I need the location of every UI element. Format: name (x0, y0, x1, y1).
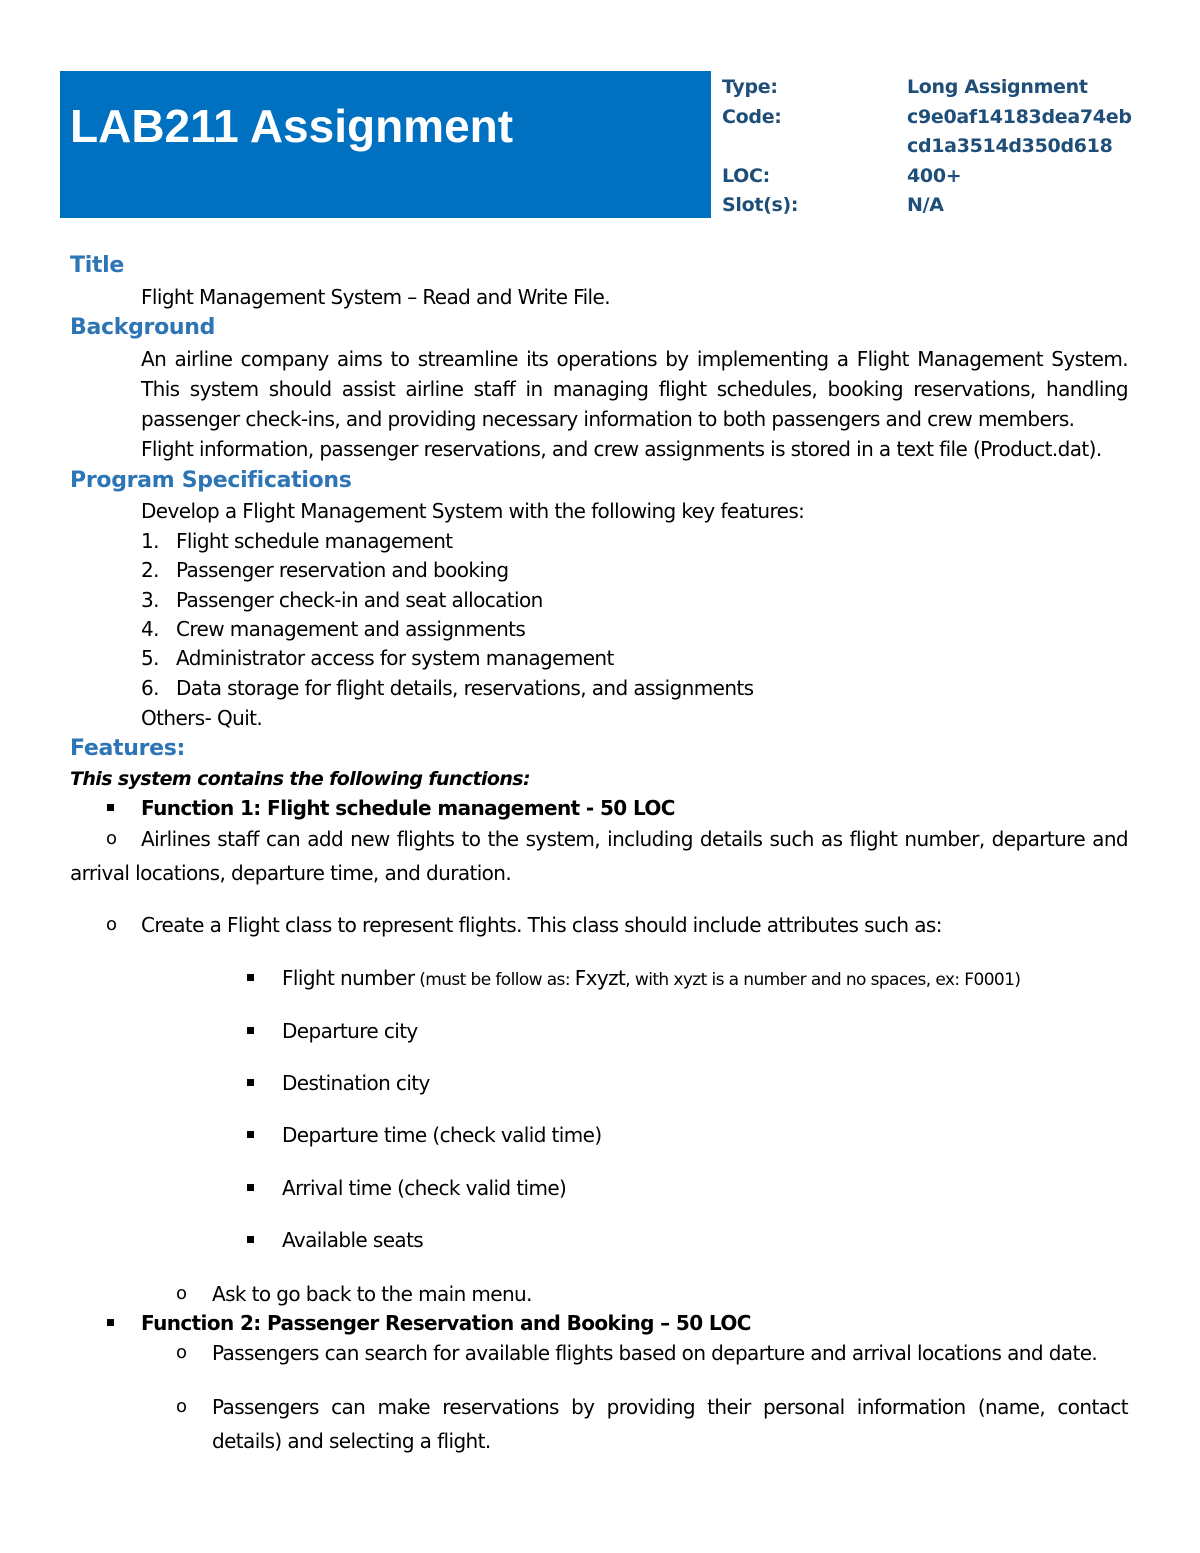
circle-bullet-icon: o (106, 914, 118, 935)
spec-item-4: Crew management and assignments (176, 617, 526, 641)
project-title-rest: – Read and Write File. (401, 285, 610, 309)
meta-slot-value: N/A (907, 194, 944, 216)
function-2-point-2-line-2: details) and selecting a flight. (212, 1429, 491, 1453)
background-heading: Background (70, 315, 216, 340)
attr-flight-number (282, 966, 1020, 990)
attr-flight-number-label: Flight number (282, 966, 415, 990)
square-bullet-icon (107, 1319, 114, 1326)
background-line-3: passenger check-ins, and providing necessary information to both passengers and crew members. (141, 407, 1075, 431)
spec-item-3-num: 3. (141, 588, 159, 612)
spec-item-1-num: 1. (141, 529, 159, 553)
background-line-1: An airline company aims to streamline its operations by implementing a Flight Management System. (141, 347, 1128, 371)
circle-bullet-icon: o (176, 1283, 188, 1304)
function-1-point-1-line-1: Airlines staff can add new flights to the system, including details such as flight number, departure and (141, 827, 1128, 851)
attr-flight-number-note: (must be follow as: (414, 970, 575, 990)
meta-loc-value: 400+ (907, 165, 962, 187)
project-title (141, 285, 610, 309)
meta-code-value: c9e0af14183dea74eb (907, 106, 1132, 128)
meta-loc-label: LOC: (722, 165, 770, 187)
meta-type-label: Type: (722, 76, 778, 98)
specs-heading: Program Specifications (70, 468, 352, 493)
attr-flight-number-format: Fxyzt (574, 966, 626, 990)
attr-departure-time: Departure time (check valid time) (282, 1123, 602, 1147)
meta-slot-label: Slot(s): (722, 194, 799, 216)
function-1-title: Function 1: Flight schedule management - 50 LOC (141, 796, 675, 820)
function-2-point-2-line-1: Passengers can make reservations by providing their personal information (name, contact (212, 1395, 1128, 1419)
function-1-point-1-line-2: arrival locations, departure time, and duration. (70, 861, 512, 885)
circle-bullet-icon: o (106, 828, 118, 849)
attr-arrival-time: Arrival time (check valid time) (282, 1176, 567, 1200)
title-heading: Title (70, 253, 125, 278)
square-bullet-icon (247, 1079, 254, 1086)
spec-item-4-num: 4. (141, 617, 159, 641)
attr-available-seats: Available seats (282, 1228, 424, 1252)
background-line-2: This system should assist airline staff in managing flight schedules, booking reservations, handling (141, 377, 1128, 401)
circle-bullet-icon: o (176, 1396, 188, 1417)
spec-item-1: Flight schedule management (176, 529, 453, 553)
function-1-back: Ask to go back to the main menu. (212, 1282, 532, 1306)
function-2-point-1: Passengers can search for available flights based on departure and arrival locations and date. (212, 1341, 1098, 1365)
square-bullet-icon (247, 1184, 254, 1191)
title-banner (60, 71, 711, 218)
meta-code-label: Code: (722, 106, 782, 128)
project-name: Flight Management System (141, 285, 402, 309)
circle-bullet-icon: o (176, 1342, 188, 1363)
attr-departure-city: Departure city (282, 1019, 418, 1043)
spec-item-3: Passenger check-in and seat allocation (176, 588, 543, 612)
square-bullet-icon (247, 1236, 254, 1243)
document-title: LAB211 Assignment (70, 100, 514, 152)
spec-item-2-num: 2. (141, 558, 159, 582)
specs-others: Others- Quit. (141, 706, 263, 730)
square-bullet-icon (247, 1131, 254, 1138)
spec-item-5-num: 5. (141, 646, 159, 670)
meta-type-value: Long Assignment (907, 76, 1088, 98)
spec-item-6: Data storage for flight details, reservations, and assignments (176, 676, 754, 700)
square-bullet-icon (247, 974, 254, 981)
attr-destination-city: Destination city (282, 1071, 430, 1095)
specs-intro: Develop a Flight Management System with the following key features: (141, 499, 805, 523)
features-heading: Features: (70, 736, 186, 761)
spec-item-2: Passenger reservation and booking (176, 558, 509, 582)
features-intro: This system contains the following functions: (70, 768, 530, 790)
spec-item-6-num: 6. (141, 676, 159, 700)
function-2-title: Function 2: Passenger Reservation and Booking – 50 LOC (141, 1311, 751, 1335)
background-line-4: Flight information, passenger reservations, and crew assignments is stored in a text file (Product.dat). (141, 437, 1102, 461)
function-1-point-2: Create a Flight class to represent flights. This class should include attributes such as: (141, 913, 942, 937)
square-bullet-icon (247, 1027, 254, 1034)
square-bullet-icon (107, 804, 114, 811)
attr-flight-number-note-2: , with xyzt is a number and no spaces, ex: F0001) (625, 970, 1021, 990)
meta-code-value-cont: cd1a3514d350d618 (907, 135, 1113, 157)
spec-item-5: Administrator access for system management (176, 646, 614, 670)
